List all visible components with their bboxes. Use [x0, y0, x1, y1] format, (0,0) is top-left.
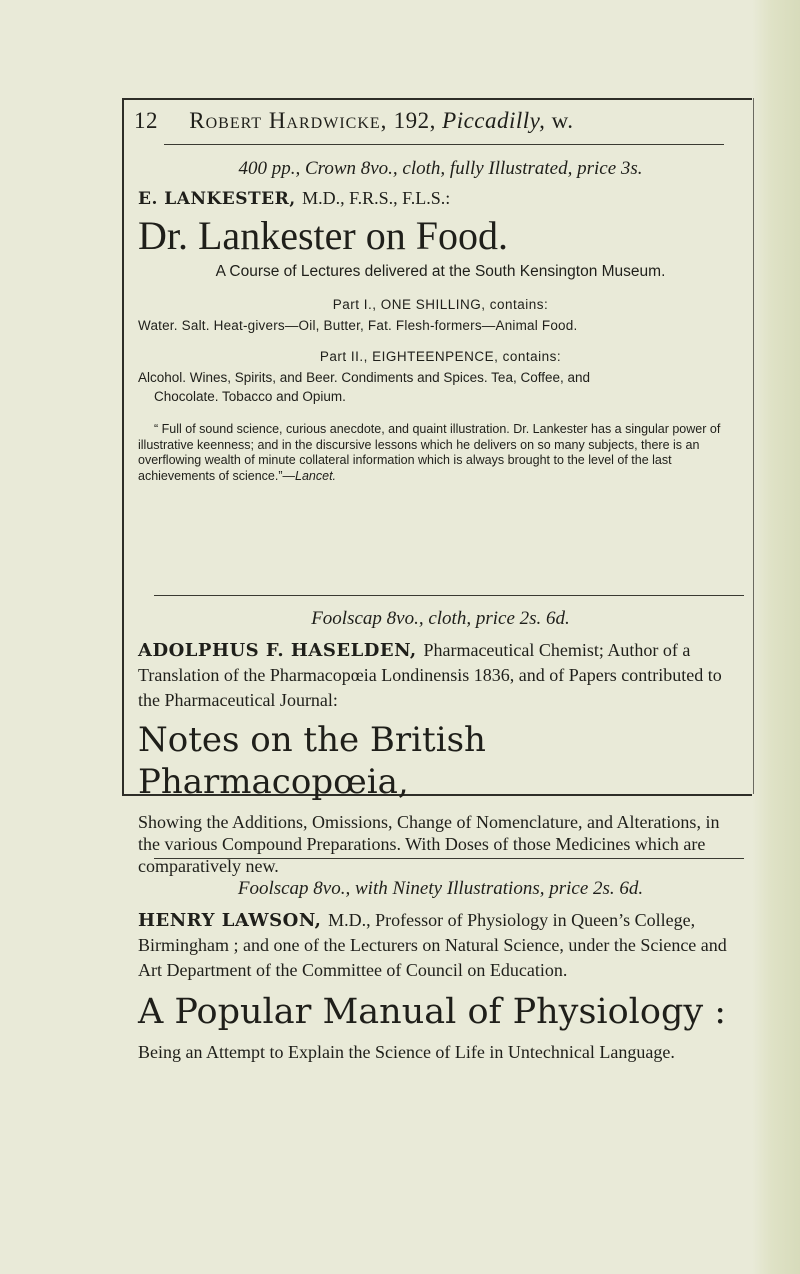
book-title: A Popular Manual of Physiology : — [138, 992, 727, 1032]
part1-heading: Part I., ONE SHILLING, contains: — [332, 297, 549, 312]
book-title: Notes on the British Pharmacopœia, — [138, 720, 486, 802]
entry-lawson — [138, 878, 743, 1063]
entry-lankester — [138, 158, 743, 484]
section-rule-1 — [154, 595, 744, 596]
street-name: Piccadilly, — [442, 108, 546, 133]
book-description: Showing the Additions, Omissions, Change of Nomenclature, and Alterations, in the various Compound Preparations. With Doses of those Medicines which are comparatively new. — [138, 812, 720, 876]
author-credentials: M.D., Professor of Physiology in Queen’s College, Birmingham ; and one of the Lecturers on Natural Science, under the Science and Art Department of the Committee of Council on Education. — [138, 910, 727, 980]
author-line — [138, 638, 743, 713]
author-name: HENRY LAWSON, — [138, 910, 322, 931]
address-number: 192, — [393, 108, 436, 133]
author-line — [138, 186, 743, 211]
author-credentials: Pharmaceutical Chemist; Author of a Translation of the Pharmacopœia Londinensis 1836, and of Papers contributed to the Pharmaceutical Journal: — [138, 640, 722, 710]
running-header — [134, 108, 574, 134]
book-title: Dr. Lankester on Food. — [138, 213, 508, 258]
district: w. — [551, 108, 574, 133]
format-line: Foolscap 8vo., with Ninety Illustrations, price 2s. 6d. — [237, 878, 644, 899]
advertisement-frame — [122, 98, 752, 1062]
part2-heading: Part II., EIGHTEENPENCE, contains: — [319, 349, 562, 364]
author-name: E. LANKESTER, — [138, 189, 296, 209]
page-edge-shadow — [752, 0, 800, 1274]
quote-text: “ Full of sound science, curious anecdote, and quaint illustration. Dr. Lankester has a singular power of illustrative keenness; and in the discursive lessons which he delivers on so many subjects, there is an overflowing wealth of minute collateral information which is always brought to the level of the last achievements of science.”— — [138, 422, 721, 483]
header-rule — [164, 144, 724, 145]
entry-haselden — [138, 608, 743, 877]
author-credentials: M.D., F.R.S., F.L.S.: — [302, 188, 451, 208]
part2-contents-line1: Alcohol. Wines, Spirits, and Beer. Condiments and Spices. Tea, Coffee, and — [138, 370, 591, 385]
book-subtitle: A Course of Lectures delivered at the South Kensington Museum. — [215, 263, 666, 280]
format-line: Foolscap 8vo., cloth, price 2s. 6d. — [311, 608, 570, 629]
part1-contents: Water. Salt. Heat-givers—Oil, Butter, Fat. Flesh-formers—Animal Food. — [138, 318, 578, 333]
review-quote — [138, 422, 743, 484]
quote-source: Lancet. — [295, 468, 337, 483]
publisher-name: Robert Hardwicke, — [189, 108, 388, 133]
section-rule-2 — [154, 858, 744, 859]
author-name: ADOLPHUS F. HASELDEN, — [138, 640, 417, 661]
page-number: 12 — [134, 108, 158, 133]
author-line — [138, 908, 743, 983]
book-description: Being an Attempt to Explain the Science of Life in Untechnical Language. — [138, 1042, 675, 1062]
top-rule — [124, 98, 752, 100]
format-line: 400 pp., Crown 8vo., cloth, fully Illustrated, price 3s. — [238, 158, 643, 179]
part2-contents-line2: Chocolate. Tobacco and Opium. — [154, 389, 346, 404]
